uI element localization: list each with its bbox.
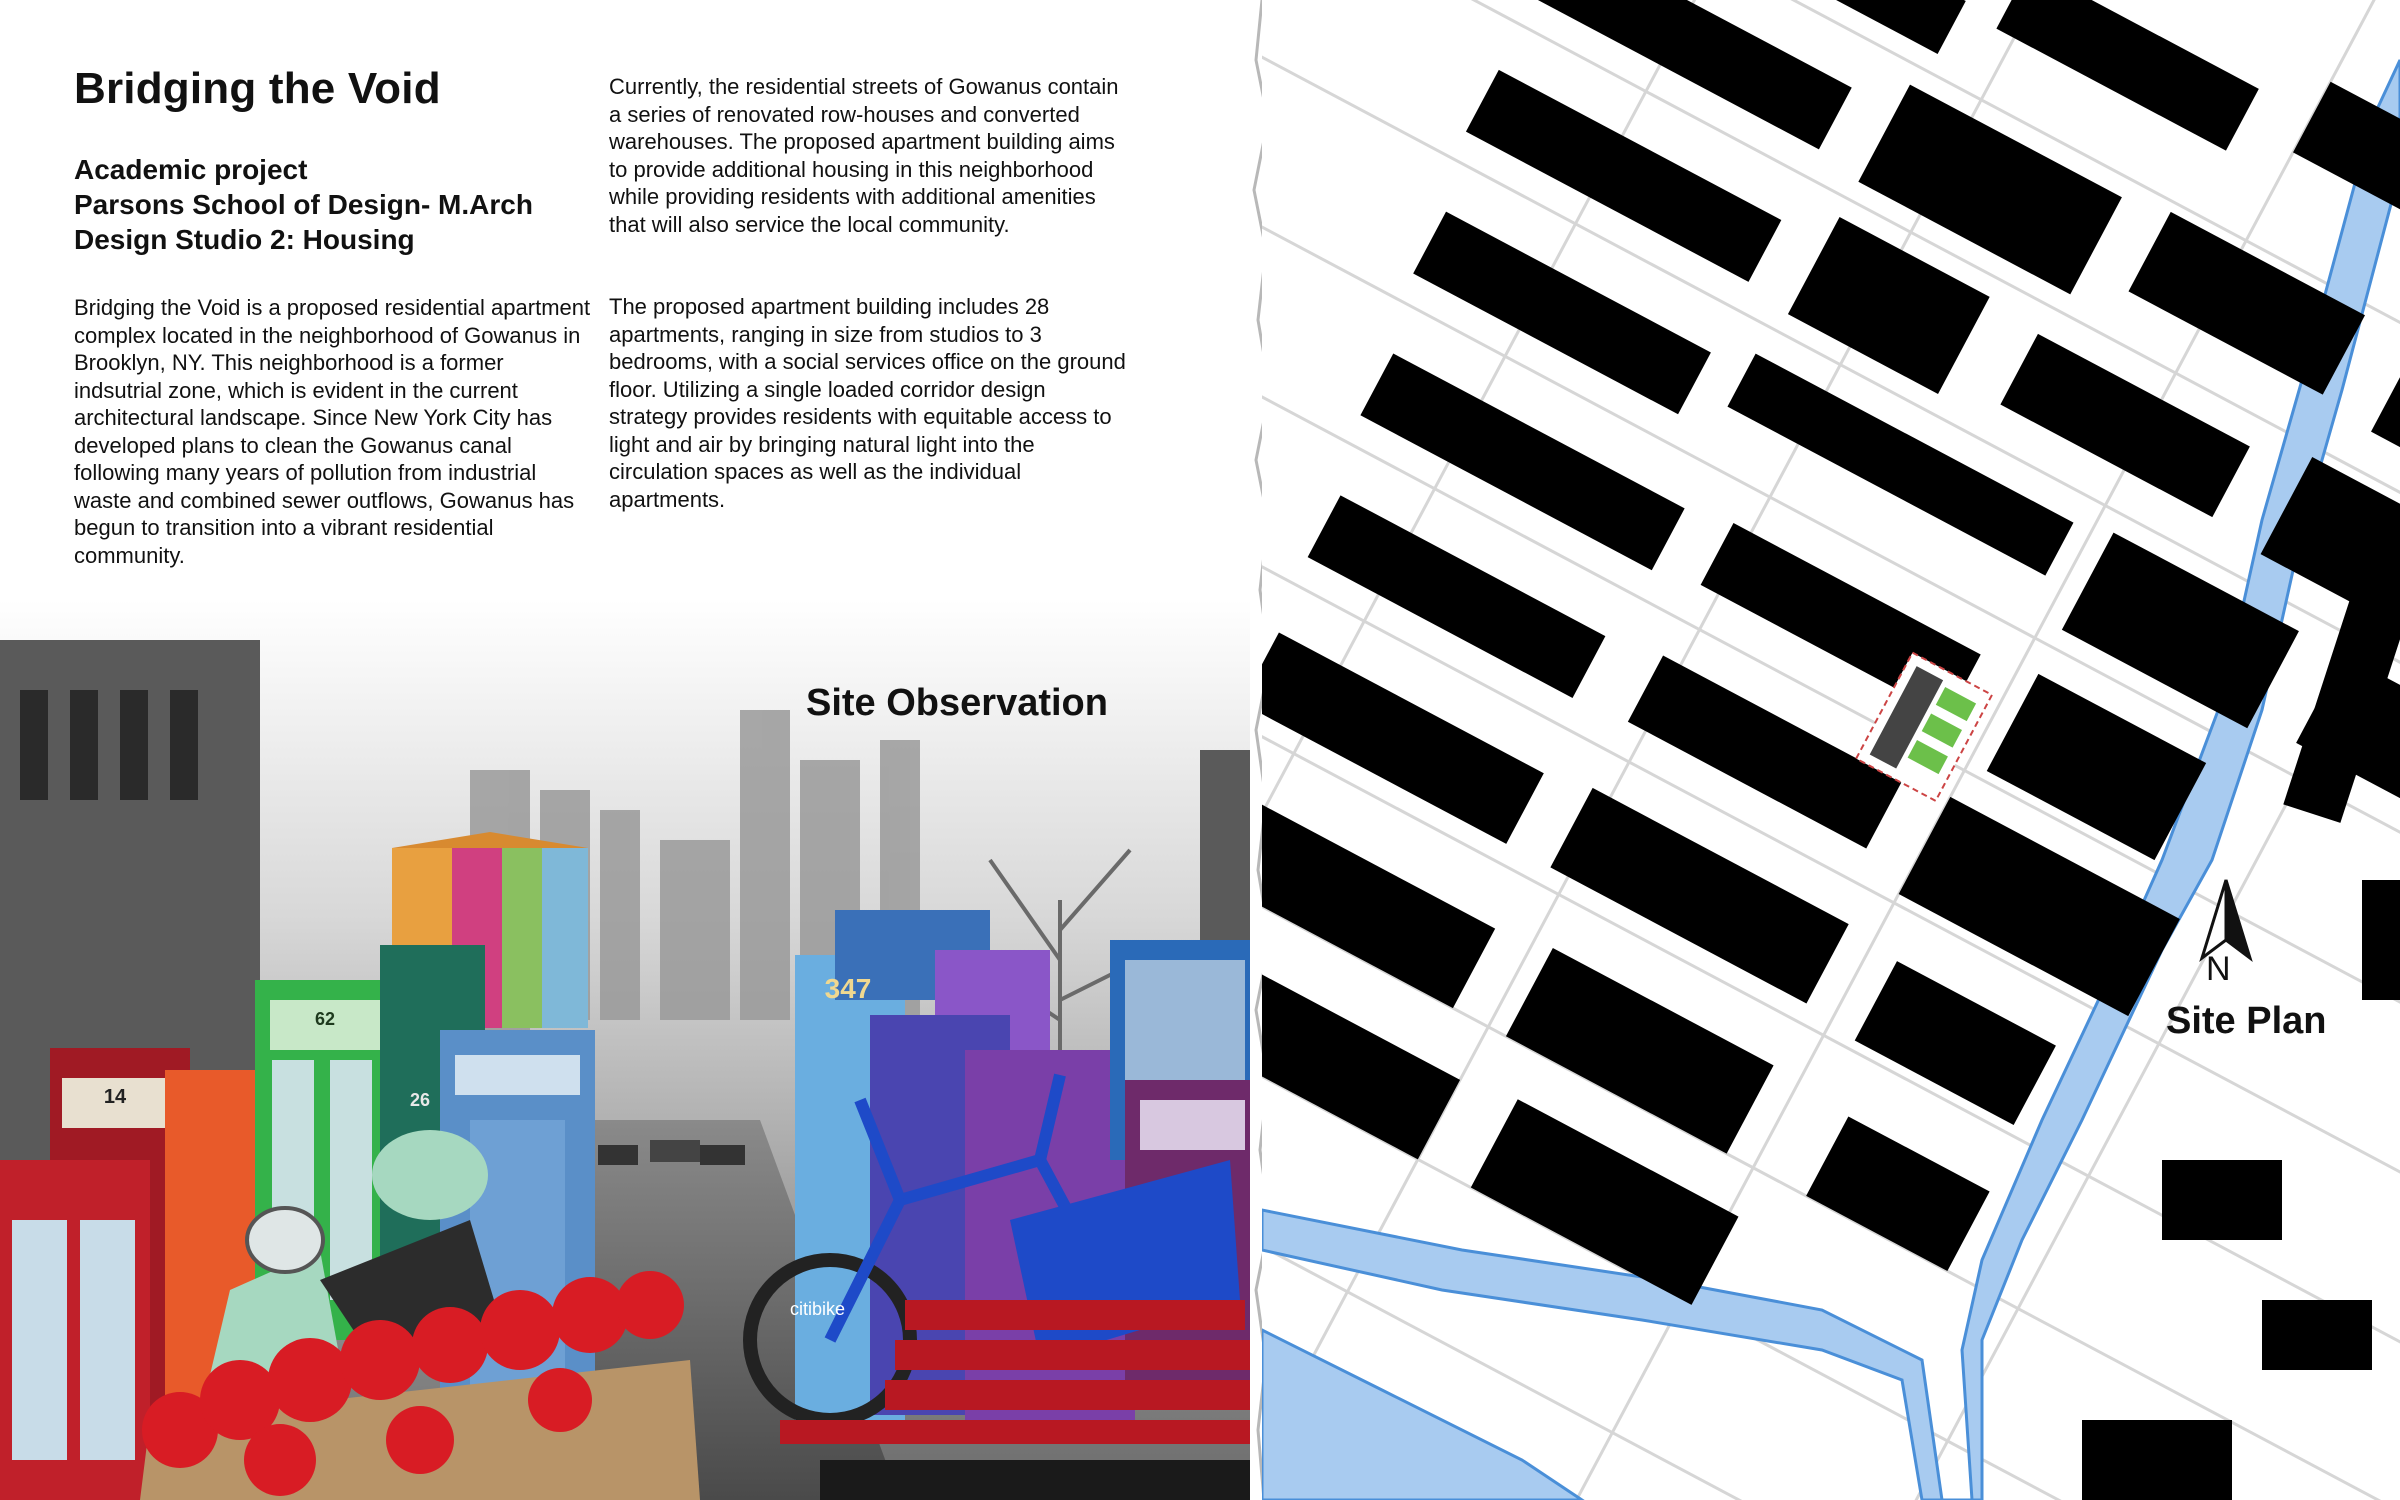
site-plan-page [1262,0,2400,1500]
program-paragraph: The proposed apartment building includes 28 apartments, ranging in size from studios to 3 bedrooms, with a social services office on the ground floor. Utilizing a single loaded corridor design strategy provides residents with equitable access to light and air by bringing natural light into the circulation spaces as well as the individual apartments. [609,294,1126,512]
context-paragraph: Currently, the residential streets of Gowanus contain a series of renovated row-houses and converted warehouses. The proposed apartment building aims to provide additional housing in this neighborhood while providing residents with additional amenities that will also service the local community. [609,74,1119,237]
door-number-14: 14 [103,1086,127,1108]
project-title: Bridging the Void [74,64,441,113]
site-plan-heading: Site Plan [2166,1000,2327,1042]
site-plan-map [1262,0,2400,1500]
site-observation-collage [0,600,1250,1500]
intro-paragraph: Bridging the Void is a proposed residential apartment complex located in the neighborhood of Gowanus in Brooklyn, NY. This neighborhood is a former indsutrial zone, which is evident in the current architectural landscape. Since New York City has developed plans to clean the Gowanus canal following many years of pollution from industrial waste and combined sewer outflows, Gowanus has begun to transition into a vibrant residential community. [74,295,591,568]
project-subtitle [74,152,533,257]
bike-brand: citibike [790,1299,846,1319]
door-number-26: 26 [409,1090,431,1110]
subtitle-line-2: Parsons School of Design- M.Arch [74,189,533,220]
subtitle-line-3: Design Studio 2: Housing [74,224,415,255]
subtitle-line-1: Academic project [74,154,308,185]
door-number-347: 347 [824,973,872,1004]
site-observation-heading: Site Observation [806,682,1108,724]
collage-image [0,600,1250,1500]
north-label: N [2206,950,2231,988]
door-number-62: 62 [314,1009,336,1029]
